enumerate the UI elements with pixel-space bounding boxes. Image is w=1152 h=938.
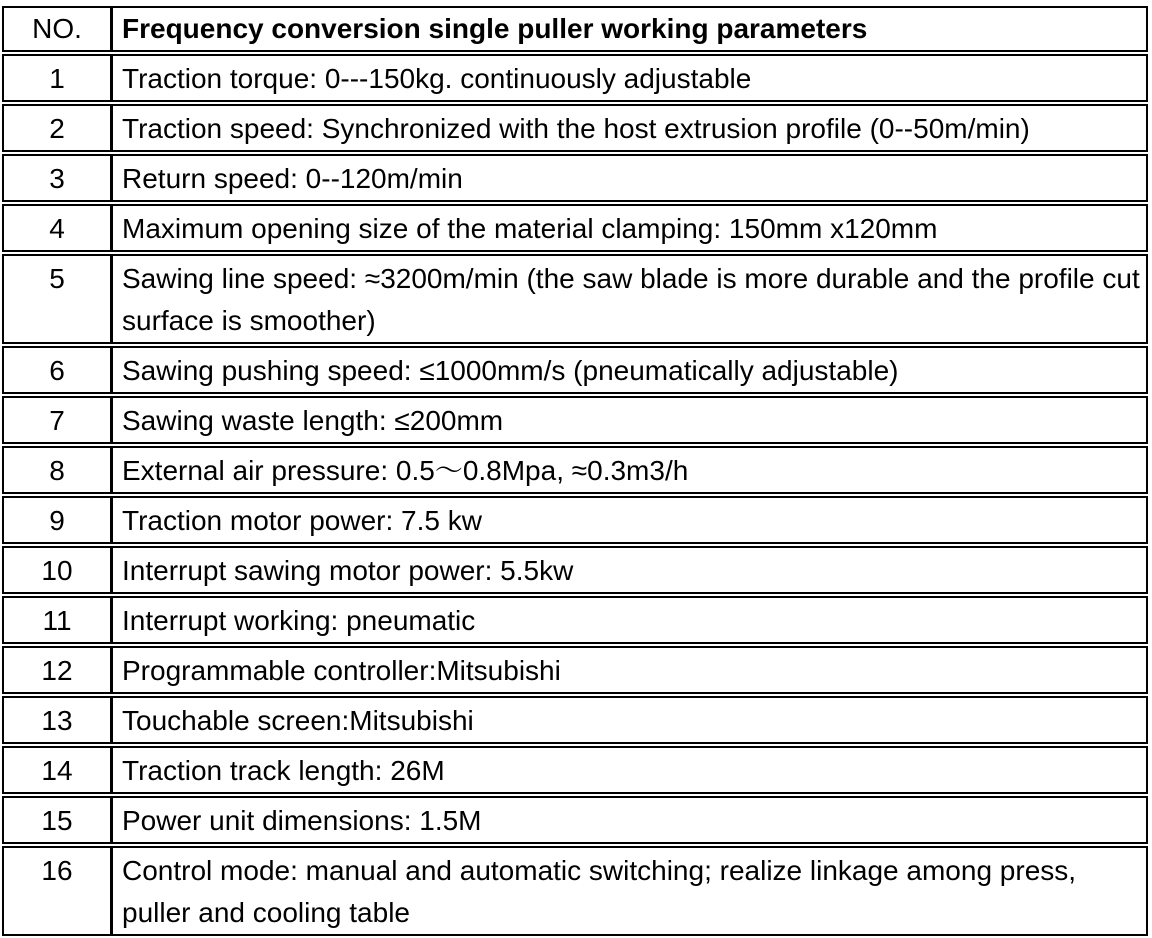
table-row <box>2 346 1148 394</box>
row-number: 13 <box>2 696 113 744</box>
row-number: 10 <box>2 546 113 594</box>
row-number: 6 <box>2 346 113 394</box>
table-row <box>2 54 1148 102</box>
row-number: 3 <box>2 154 113 202</box>
table-row <box>2 746 1148 794</box>
header-no: NO. <box>2 6 113 52</box>
table-header-row <box>2 6 1148 52</box>
row-description: Maximum opening size of the material clamping: 150mm x120mm <box>113 204 1148 252</box>
parameters-table <box>2 4 1148 938</box>
row-description: Sawing pushing speed: ≤1000mm/s (pneumatically adjustable) <box>113 346 1148 394</box>
row-number: 9 <box>2 496 113 544</box>
row-description: Traction torque: 0---150kg. continuously adjustable <box>113 54 1148 102</box>
row-number: 1 <box>2 54 113 102</box>
table-row <box>2 596 1148 644</box>
table-row <box>2 446 1148 494</box>
row-description: Sawing line speed: ≈3200m/min (the saw blade is more durable and the profile cut surface is smoother) <box>113 254 1148 344</box>
row-description: Touchable screen:Mitsubishi <box>113 696 1148 744</box>
row-number: 12 <box>2 646 113 694</box>
row-description: Interrupt working: pneumatic <box>113 596 1148 644</box>
row-number: 15 <box>2 796 113 844</box>
row-number: 16 <box>2 846 113 936</box>
row-number: 4 <box>2 204 113 252</box>
row-description: Return speed: 0--120m/min <box>113 154 1148 202</box>
header-title: Frequency conversion single puller working parameters <box>113 6 1148 52</box>
table-row <box>2 496 1148 544</box>
table-row <box>2 846 1148 936</box>
row-description: Control mode: manual and automatic switching; realize linkage among press, puller and cooling table <box>113 846 1148 936</box>
row-description: Programmable controller:Mitsubishi <box>113 646 1148 694</box>
row-number: 2 <box>2 104 113 152</box>
table-row <box>2 646 1148 694</box>
row-description: External air pressure: 0.5～0.8Mpa, ≈0.3m3/h <box>113 446 1148 494</box>
row-number: 14 <box>2 746 113 794</box>
row-number: 8 <box>2 446 113 494</box>
row-description: Traction motor power: 7.5 kw <box>113 496 1148 544</box>
table-row <box>2 396 1148 444</box>
table-row <box>2 546 1148 594</box>
row-description: Interrupt sawing motor power: 5.5kw <box>113 546 1148 594</box>
row-number: 5 <box>2 254 113 344</box>
row-number: 7 <box>2 396 113 444</box>
table-row <box>2 204 1148 252</box>
row-description: Power unit dimensions: 1.5M <box>113 796 1148 844</box>
row-number: 11 <box>2 596 113 644</box>
table-row <box>2 796 1148 844</box>
table-row <box>2 254 1148 344</box>
table-row <box>2 104 1148 152</box>
row-description: Traction track length: 26M <box>113 746 1148 794</box>
table-row <box>2 154 1148 202</box>
row-description: Sawing waste length: ≤200mm <box>113 396 1148 444</box>
row-description: Traction speed: Synchronized with the host extrusion profile (0--50m/min) <box>113 104 1148 152</box>
table-row <box>2 696 1148 744</box>
